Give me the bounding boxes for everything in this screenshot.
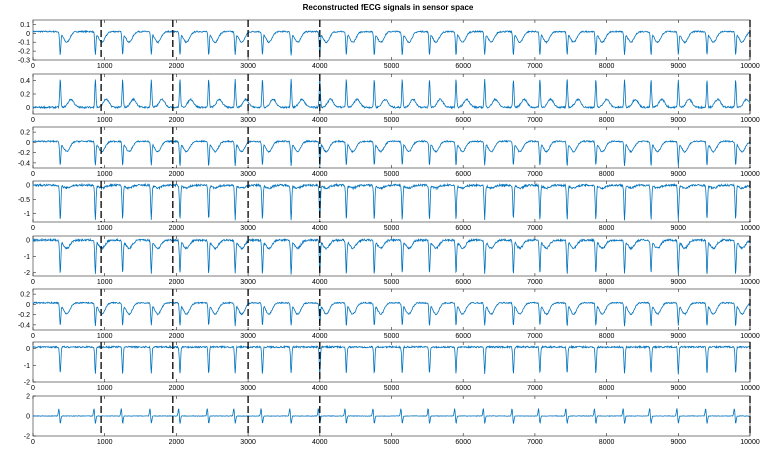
x-tick-label: 4000 bbox=[312, 225, 328, 232]
x-tick-label: 9000 bbox=[670, 117, 687, 124]
x-tick-label: 7000 bbox=[527, 439, 543, 446]
x-tick-label: 9000 bbox=[670, 279, 687, 286]
y-tick-label: 0.2 bbox=[20, 291, 30, 299]
x-tick-label: 4000 bbox=[312, 333, 328, 340]
x-tick-label: 5000 bbox=[383, 63, 400, 70]
x-tick-label: 2000 bbox=[168, 439, 185, 446]
y-tick-label: -0.5 bbox=[17, 196, 30, 204]
x-tick-label: 1000 bbox=[96, 385, 113, 392]
x-tick-label: 0 bbox=[31, 385, 35, 392]
x-tick-label: 8000 bbox=[598, 333, 615, 340]
x-tick-label: 9000 bbox=[670, 225, 687, 232]
x-tick-label: 0 bbox=[31, 225, 35, 232]
y-tick-label: 2 bbox=[26, 393, 30, 401]
x-tick-label: 0 bbox=[31, 439, 35, 446]
x-tick-label: 8000 bbox=[598, 439, 615, 446]
axes-box-5 bbox=[33, 236, 750, 276]
x-tick-label: 5000 bbox=[383, 385, 400, 392]
x-tick-label: 1000 bbox=[96, 279, 113, 286]
axes-box-6 bbox=[33, 289, 750, 330]
x-tick-label: 2000 bbox=[168, 333, 185, 340]
x-tick-label: 10000 bbox=[740, 385, 760, 392]
x-tick-label: 10000 bbox=[740, 225, 760, 232]
y-tick-label: 0.2 bbox=[20, 91, 30, 99]
x-tick-label: 1000 bbox=[96, 225, 113, 232]
x-tick-label: 3000 bbox=[240, 279, 256, 286]
y-tick-label: -0.2 bbox=[17, 150, 30, 158]
x-tick-label: 1000 bbox=[96, 117, 113, 124]
x-tick-label: 2000 bbox=[168, 63, 185, 70]
x-tick-label: 8000 bbox=[598, 63, 615, 70]
x-tick-label: 1000 bbox=[96, 171, 113, 178]
x-tick-label: 4000 bbox=[312, 171, 328, 178]
x-tick-label: 3000 bbox=[240, 439, 256, 446]
x-tick-label: 9000 bbox=[670, 333, 687, 340]
y-tick-label: -0.4 bbox=[17, 160, 30, 168]
y-tick-label: 0.1 bbox=[20, 21, 30, 29]
x-tick-label: 4000 bbox=[312, 63, 328, 70]
x-tick-label: 10000 bbox=[740, 439, 760, 446]
y-tick-label: -0.2 bbox=[17, 48, 30, 56]
x-tick-label: 10000 bbox=[740, 117, 760, 124]
x-tick-label: 8000 bbox=[598, 117, 615, 124]
x-tick-label: 2000 bbox=[168, 225, 185, 232]
x-tick-label: 8000 bbox=[598, 279, 615, 286]
y-tick-label: 0 bbox=[26, 413, 30, 421]
x-tick-label: 3000 bbox=[240, 225, 256, 232]
x-tick-label: 4000 bbox=[312, 279, 328, 286]
x-tick-label: 6000 bbox=[455, 171, 471, 178]
x-tick-label: 9000 bbox=[670, 171, 687, 178]
x-tick-label: 3000 bbox=[240, 385, 256, 392]
x-tick-label: 5000 bbox=[383, 333, 400, 340]
x-tick-label: 1000 bbox=[96, 333, 113, 340]
y-tick-label: -1 bbox=[23, 362, 30, 370]
x-tick-label: 7000 bbox=[527, 117, 543, 124]
x-tick-label: 8000 bbox=[598, 225, 615, 232]
x-tick-label: 9000 bbox=[670, 439, 687, 446]
x-tick-label: 2000 bbox=[168, 171, 185, 178]
x-tick-label: 7000 bbox=[527, 279, 543, 286]
x-tick-label: 6000 bbox=[455, 279, 471, 286]
axes-box-1 bbox=[33, 20, 750, 60]
x-tick-label: 9000 bbox=[670, 63, 687, 70]
y-tick-label: 0.2 bbox=[20, 129, 30, 137]
y-tick-label: 0 bbox=[26, 104, 30, 112]
x-tick-label: 6000 bbox=[455, 225, 471, 232]
x-tick-label: 3000 bbox=[240, 117, 256, 124]
x-tick-label: 4000 bbox=[312, 439, 328, 446]
axes-box-3 bbox=[33, 127, 750, 168]
y-tick-label: 0 bbox=[26, 301, 30, 309]
x-tick-label: 7000 bbox=[527, 225, 543, 232]
x-tick-label: 1000 bbox=[96, 439, 113, 446]
x-tick-label: 2000 bbox=[168, 117, 185, 124]
y-tick-label: 0 bbox=[26, 346, 30, 354]
x-tick-label: 6000 bbox=[455, 333, 471, 340]
x-tick-label: 6000 bbox=[455, 63, 471, 70]
y-tick-label: -2 bbox=[23, 270, 30, 278]
x-tick-label: 7000 bbox=[527, 385, 543, 392]
x-tick-label: 7000 bbox=[527, 333, 543, 340]
x-tick-label: 5000 bbox=[383, 117, 400, 124]
x-tick-label: 3000 bbox=[240, 333, 256, 340]
x-tick-label: 0 bbox=[31, 333, 35, 340]
y-tick-label: -0.2 bbox=[17, 312, 30, 320]
x-tick-label: 10000 bbox=[740, 279, 760, 286]
x-tick-label: 4000 bbox=[312, 385, 328, 392]
y-tick-label: 0 bbox=[26, 182, 30, 190]
x-tick-label: 2000 bbox=[168, 279, 185, 286]
x-tick-label: 6000 bbox=[455, 117, 471, 124]
x-tick-label: 10000 bbox=[740, 171, 760, 178]
x-tick-label: 4000 bbox=[312, 117, 328, 124]
x-tick-label: 5000 bbox=[383, 279, 400, 286]
y-tick-label: 0 bbox=[26, 139, 30, 147]
y-tick-label: -2 bbox=[23, 433, 30, 441]
x-tick-label: 8000 bbox=[598, 385, 615, 392]
x-tick-label: 3000 bbox=[240, 171, 256, 178]
x-tick-label: 8000 bbox=[598, 171, 615, 178]
x-tick-label: 0 bbox=[31, 279, 35, 286]
x-tick-label: 6000 bbox=[455, 385, 471, 392]
y-tick-label: 0 bbox=[26, 237, 30, 245]
y-tick-label: -0.1 bbox=[17, 39, 30, 47]
y-tick-label: 0 bbox=[26, 30, 30, 38]
x-tick-label: 5000 bbox=[383, 171, 400, 178]
chart-title: Reconstructed fECG signals in sensor space bbox=[302, 3, 474, 12]
y-tick-label: 0.4 bbox=[20, 78, 30, 86]
x-tick-label: 5000 bbox=[383, 439, 400, 446]
x-tick-label: 0 bbox=[31, 63, 35, 70]
x-tick-label: 7000 bbox=[527, 63, 543, 70]
y-tick-label: -0.3 bbox=[17, 57, 30, 65]
axes-box-4 bbox=[33, 181, 750, 222]
y-tick-label: -2 bbox=[23, 379, 30, 387]
x-tick-label: 7000 bbox=[527, 171, 543, 178]
x-tick-label: 0 bbox=[31, 117, 35, 124]
y-tick-label: -1 bbox=[23, 211, 30, 219]
x-tick-label: 9000 bbox=[670, 385, 687, 392]
x-tick-label: 1000 bbox=[96, 63, 113, 70]
y-tick-label: -1 bbox=[23, 253, 30, 261]
x-tick-label: 2000 bbox=[168, 385, 185, 392]
x-tick-label: 6000 bbox=[455, 439, 471, 446]
x-tick-label: 0 bbox=[31, 171, 35, 178]
x-tick-label: 10000 bbox=[740, 63, 760, 70]
x-tick-label: 5000 bbox=[383, 225, 400, 232]
x-tick-label: 3000 bbox=[240, 63, 256, 70]
x-tick-label: 10000 bbox=[740, 333, 760, 340]
y-tick-label: -0.4 bbox=[17, 322, 30, 330]
